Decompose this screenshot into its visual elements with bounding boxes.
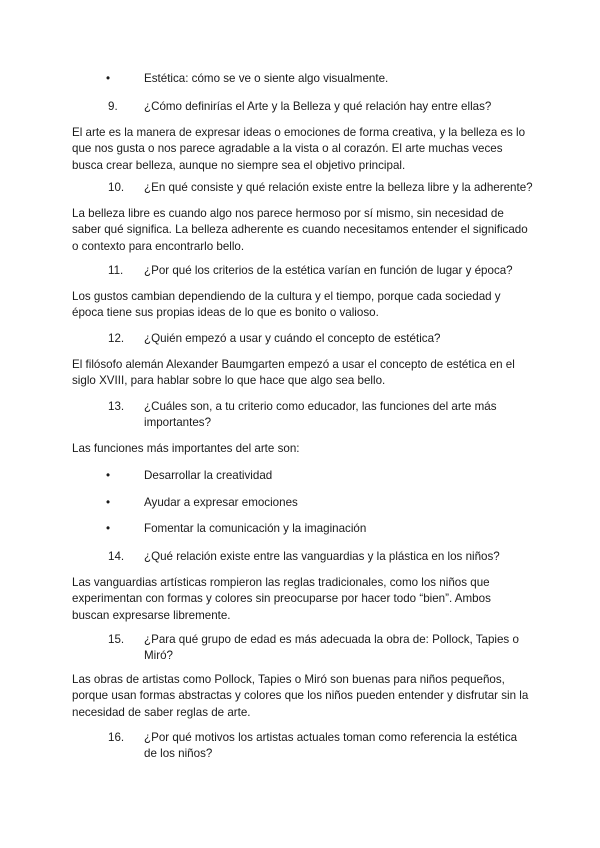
bullet-item-estetica: [0, 71, 600, 87]
question-15: [0, 632, 600, 663]
bullet-mark: •: [106, 522, 111, 535]
bullet-mark: •: [106, 496, 111, 509]
question-number: 16.: [108, 731, 125, 744]
answer-10: La belleza libre es cuando algo nos parece hermoso por sí mismo, sin necesidad de saber qué significa. La belleza adherente es cuando necesitamos entender el significado o contexto para encontrarlo bello.: [72, 207, 528, 253]
question-number: 10.: [108, 181, 125, 194]
bullet-text: Ayudar a expresar emociones: [144, 496, 298, 509]
question-number: 11.: [108, 264, 124, 277]
question-13: [0, 399, 600, 430]
bullet-text: Fomentar la comunicación y la imaginación: [144, 522, 367, 535]
answer-15: Las obras de artistas como Pollock, Tapies o Miró son buenas para niños pequeños, porque usan formas abstractas y colores que los niños pueden entender y disfrutar sin la necesidad de saber reglas de arte.: [72, 673, 529, 719]
question-11: [0, 263, 600, 279]
bullet-text: Estética: cómo se ve o siente algo visualmente.: [144, 72, 389, 85]
bullet-text: Desarrollar la creatividad: [144, 469, 273, 482]
function-item: [0, 468, 600, 484]
question-text: ¿En qué consiste y qué relación existe entre la belleza libre y la adherente?: [144, 181, 533, 194]
question-number: 9.: [108, 100, 118, 113]
question-text: ¿Quién empezó a usar y cuándo el concepto de estética?: [144, 332, 441, 345]
question-14: [0, 549, 600, 565]
question-12: [0, 331, 600, 347]
answer-13: Las funciones más importantes del arte son:: [72, 442, 300, 455]
question-text: ¿Por qué motivos los artistas actuales toman como referencia la estética de los niños?: [144, 731, 518, 761]
question-text: ¿Cuáles son, a tu criterio como educador, las funciones del arte más importantes?: [144, 400, 497, 430]
answer-14: Las vanguardias artísticas rompieron las reglas tradicionales, como los niños que experimentan con formas y colores sin preocuparse por hacer todo “bien”. Ambos buscan expresarse libremente.: [72, 576, 491, 622]
answer-11: Los gustos cambian dependiendo de la cultura y el tiempo, porque cada sociedad y época tiene sus propias ideas de lo que es bonito o valioso.: [72, 290, 501, 320]
function-item: [0, 495, 600, 511]
bullet-mark: •: [106, 469, 111, 482]
question-number: 12.: [108, 332, 125, 345]
question-16: [0, 730, 600, 761]
question-9: [0, 99, 600, 115]
answer-12: El filósofo alemán Alexander Baumgarten empezó a usar el concepto de estética en el siglo XVIII, para hablar sobre lo que hace que algo sea bello.: [72, 358, 515, 388]
answer-9: El arte es la manera de expresar ideas o emociones de forma creativa, y la belleza es lo que nos gusta o nos parece agradable a la vista o al corazón. El arte muchas veces busca crear belleza, aunque no siempre sea el objetivo principal.: [72, 126, 526, 172]
bullet-mark: •: [106, 72, 111, 85]
question-text: ¿Cómo definirías el Arte y la Belleza y qué relación hay entre ellas?: [144, 100, 492, 113]
question-number: 13.: [108, 400, 125, 413]
question-text: ¿Para qué grupo de edad es más adecuada la obra de: Pollock, Tapies o Miró?: [144, 633, 519, 663]
question-number: 15.: [108, 633, 125, 646]
question-text: ¿Por qué los criterios de la estética varían en función de lugar y época?: [144, 264, 513, 277]
question-number: 14.: [108, 550, 125, 563]
question-text: ¿Qué relación existe entre las vanguardias y la plástica en los niños?: [144, 550, 500, 563]
question-10: [0, 180, 600, 196]
function-item: [0, 521, 600, 537]
